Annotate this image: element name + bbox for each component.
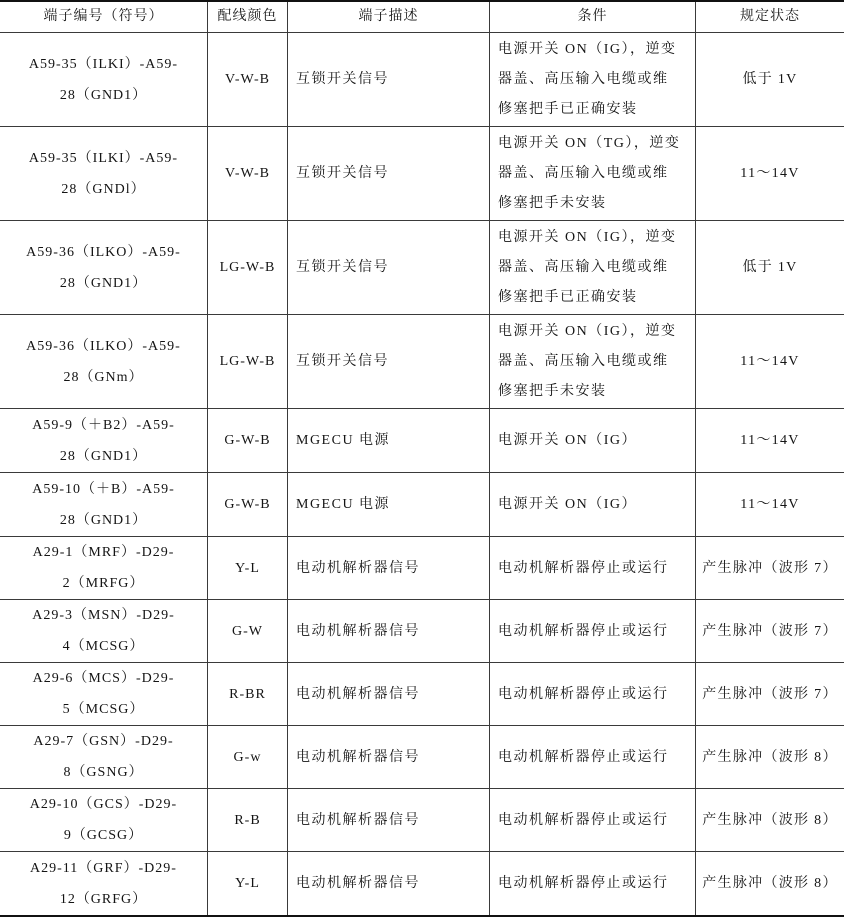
condition-line: 修塞把手已正确安装 [498,101,638,117]
wire-color: G-W-B [224,433,271,448]
condition-line: 电动机解析器停止或运行 [498,686,669,702]
terminal-line: A29-1（MRF）-D29- [32,545,175,560]
specified-state: 产生脉冲（波形 8） [702,749,838,765]
spec-cell [695,726,844,788]
spec-cell [695,789,844,851]
terminal-line: 2（MRFG） [62,576,145,591]
wire-color: LG-W-B [219,260,276,275]
wire-color-cell [207,221,287,314]
spec-cell [695,473,844,536]
wire-color-cell [207,127,287,220]
description-cell [287,726,489,788]
condition-cell [489,33,695,126]
wire-color-cell [207,852,287,915]
terminal-cell [0,473,207,536]
specified-state: 产生脉冲（波形 8） [702,812,838,828]
condition-line: 修塞把手未安装 [498,195,607,211]
wire-color: G-W [232,623,263,639]
terminal-description: MGECU 电源 [296,497,391,512]
specified-state: 产生脉冲（波形 7） [702,623,838,639]
condition-cell [489,600,695,662]
terminal-cell [0,315,207,408]
wire-color: V-W-B [225,166,270,181]
condition-line: 电源开关 ON（TG），逆变 [498,135,681,151]
wire-color: Y-L [235,876,260,891]
wire-color-cell [207,537,287,599]
spec-cell [695,600,844,662]
terminal-line: A59-10（＋B）-A59- [32,481,175,497]
wire-color-cell [207,663,287,725]
condition-line: 电动机解析器停止或运行 [498,623,669,639]
spec-cell [695,127,844,220]
wire-color: R-BR [229,686,266,702]
terminal-line: A29-6（MCS）-D29- [32,671,175,686]
terminal-line: 28（GNDl） [61,181,146,197]
specified-state: 产生脉冲（波形 7） [702,560,838,576]
terminal-description: 电动机解析器信号 [296,876,420,891]
specified-state: 低于 1V [742,72,798,87]
condition-line: 电源开关 ON（IG） [498,433,637,448]
spec-cell [695,663,844,725]
terminal-line: 28（GND1） [59,87,148,103]
description-cell [287,221,489,314]
table-row [0,726,844,789]
terminal-cell [0,600,207,662]
terminal-description: 电动机解析器信号 [296,812,420,828]
terminal-description: MGECU 电源 [296,433,391,448]
spec-cell [695,221,844,314]
wire-color-cell [207,409,287,472]
description-cell [287,852,489,915]
condition-line: 修塞把手已正确安装 [498,289,638,305]
terminal-cell [0,127,207,220]
condition-line: 电动机解析器停止或运行 [498,812,669,828]
specified-state: 11～14V [740,166,800,181]
table-row [0,473,844,537]
terminal-description: 互锁开关信号 [296,166,389,181]
description-cell [287,127,489,220]
wire-color: R-B [234,812,261,828]
condition-line: 修塞把手未安装 [498,383,607,399]
wire-color: LG-W-B [219,354,276,369]
table-row [0,127,844,221]
condition-cell [489,663,695,725]
terminal-cell [0,409,207,472]
condition-line: 器盖、高压输入电缆或维 [498,165,669,181]
condition-cell [489,473,695,536]
condition-cell [489,537,695,599]
condition-line: 电动机解析器停止或运行 [498,749,669,765]
condition-line: 电动机解析器停止或运行 [498,876,669,891]
terminal-line: 28（GNm） [63,369,144,385]
wire-color-cell [207,600,287,662]
terminal-line: 28（GND1） [59,275,148,291]
spec-cell [695,315,844,408]
condition-line: 器盖、高压输入电缆或维 [498,353,669,369]
description-cell [287,315,489,408]
terminal-line: 8（GSNG） [63,765,144,780]
header-terminal: 端子编号（符号） [43,9,164,24]
description-cell [287,663,489,725]
terminal-cell [0,221,207,314]
terminal-cell [0,33,207,126]
terminal-description: 电动机解析器信号 [296,686,420,702]
terminal-description: 互锁开关信号 [296,260,389,275]
wire-color-cell [207,315,287,408]
terminal-cell [0,726,207,788]
terminal-cell [0,537,207,599]
condition-cell [489,315,695,408]
header-wire-color: 配线颜色 [207,2,287,32]
terminal-line: A29-3（MSN）-D29- [32,608,175,623]
specified-state: 产生脉冲（波形 8） [702,876,838,891]
terminal-line: A59-9（＋B2）-A59- [32,417,175,433]
condition-line: 电源开关 ON（IG），逆变 [498,323,677,339]
condition-line: 电源开关 ON（IG） [498,497,637,512]
specified-state: 11～14V [740,497,800,512]
description-cell [287,409,489,472]
specified-state: 11～14V [740,354,800,369]
terminal-line: A29-10（GCS）-D29- [29,797,178,812]
table-row [0,600,844,663]
spec-cell [695,852,844,915]
description-cell [287,789,489,851]
table-row [0,663,844,726]
description-cell [287,33,489,126]
condition-cell [489,789,695,851]
specified-state: 11～14V [740,433,800,448]
wire-color: Y-L [235,560,260,576]
terminal-description: 电动机解析器信号 [296,623,420,639]
terminal-line: A59-36（ILKO）-A59- [26,244,181,260]
terminal-line: A59-36（ILKO）-A59- [26,338,181,354]
header-condition: 条件 [489,2,695,32]
condition-cell [489,852,695,915]
wire-color-cell [207,726,287,788]
terminal-line: A29-11（GRF）-D29- [30,860,177,876]
condition-line: 电动机解析器停止或运行 [498,560,669,576]
wire-color: G-W-B [224,497,271,512]
terminal-line: 5（MCSG） [62,702,145,717]
wire-color-cell [207,33,287,126]
terminal-cell [0,789,207,851]
terminal-cell [0,852,207,915]
spec-cell [695,33,844,126]
table-row [0,315,844,409]
description-cell [287,473,489,536]
table-row [0,409,844,473]
terminal-description: 互锁开关信号 [296,354,389,369]
condition-line: 电源开关 ON（IG），逆变 [498,41,677,57]
terminal-line: A59-35（ILKI）-A59- [28,150,179,166]
wire-color: V-W-B [225,72,270,87]
terminal-line: 12（GRFG） [59,891,148,907]
terminal-line: A59-35（ILKI）-A59- [28,56,179,72]
table-row [0,537,844,600]
condition-cell [489,409,695,472]
table-row [0,33,844,127]
terminal-line: 28（GND1） [59,448,148,464]
header-specified-state: 规定状态 [695,2,844,32]
condition-line: 器盖、高压输入电缆或维 [498,259,669,275]
condition-line: 电源开关 ON（IG），逆变 [498,229,677,245]
terminal-line: A29-7（GSN）-D29- [33,734,174,749]
specified-state: 低于 1V [742,260,798,275]
terminal-description: 互锁开关信号 [296,72,389,87]
spec-cell [695,409,844,472]
wire-color-cell [207,473,287,536]
description-cell [287,600,489,662]
specified-state: 产生脉冲（波形 7） [702,686,838,702]
description-cell [287,537,489,599]
condition-cell [489,726,695,788]
terminal-line: 4（MCSG） [62,639,145,654]
wire-color: G-w [233,749,262,765]
table-row [0,852,844,915]
wire-color-cell [207,789,287,851]
terminal-line: 9（GCSG） [63,828,144,843]
terminal-description: 电动机解析器信号 [296,560,420,576]
terminal-cell [0,663,207,725]
condition-cell [489,221,695,314]
terminal-description: 电动机解析器信号 [296,749,420,765]
terminal-line: 28（GND1） [59,512,148,528]
table-header-row [0,2,844,33]
header-description: 端子描述 [287,2,489,32]
table-row [0,789,844,852]
spec-cell [695,537,844,599]
table-row [0,221,844,315]
condition-line: 器盖、高压输入电缆或维 [498,71,669,87]
condition-cell [489,127,695,220]
